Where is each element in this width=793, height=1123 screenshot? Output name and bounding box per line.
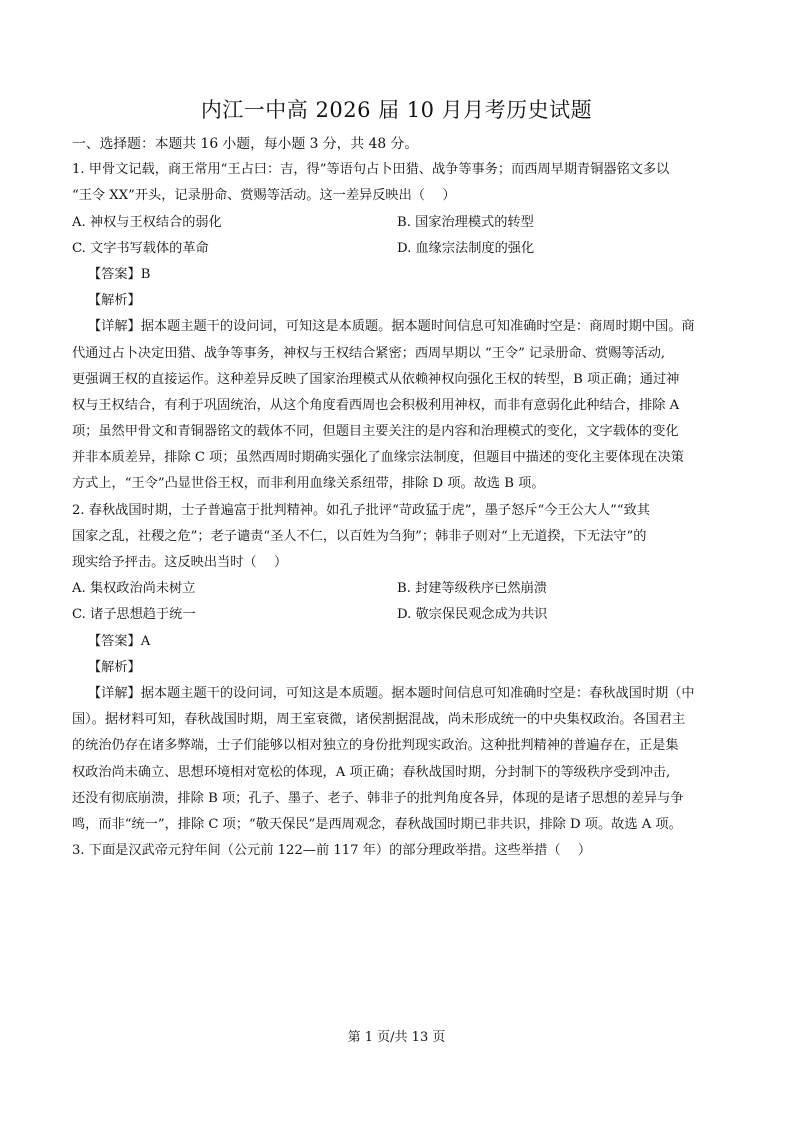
q1-detail-line-6: 并非本质差异，排除 C 项；虽然西周时期确实强化了血缘宗法制度，但题目中描述的变化主要体现在决策 xyxy=(72,450,684,466)
q1-detail-line-4: 权与王权结合，有利于巩固统治，从这个角度看西周也会积极利用神权，而非有意弱化此种结合，排除 A xyxy=(72,397,680,413)
q1-answer: 【答案】B xyxy=(88,266,151,282)
page-footer: 第 1 页/共 13 页 xyxy=(347,1030,446,1045)
q1-detail-line-5: 项；虽然甲骨文和青铜器铭文的载体不同，但题目主要关注的是内容和治理模式的变化，文字载体的变化 xyxy=(72,424,679,440)
q2-stem-line-2: 国家之乱，社稷之危”；老子谴责“圣人不仁，以百姓为刍狗”；韩非子则对“上无道揆，下无法守”的 xyxy=(72,528,647,544)
q1-option-d: D. 血缘宗法制度的强化 xyxy=(397,240,535,256)
q1-detail-line-2: 代通过占卜决定田猎、战争等事务，神权与王权结合紧密；西周早期以 “王令” 记录册命、赏赐等活动, xyxy=(72,345,666,361)
q1-option-a: A. 神权与王权结合的弱化 xyxy=(72,214,222,230)
exam-title: 内江一中高 2026 届 10 月月考历史试题 xyxy=(200,98,593,122)
q2-detail-line-5: 还没有彻底崩溃，排除 B 项；孔子、墨子、老子、韩非子的批判角度各异，体现的是诸子思想的差异与争 xyxy=(72,790,684,806)
q1-option-b: B. 国家治理模式的转型 xyxy=(397,214,534,230)
q2-options-row-2 xyxy=(72,602,726,628)
q2-analysis-label: 【解析】 xyxy=(88,659,141,675)
q2-option-c: C. 诸子思想趋于统一 xyxy=(72,607,196,623)
q2-detail-line-2: 国）。据材料可知，春秋战国时期，周王室衰微，诸侯割据混战，尚未形成统一的中央集权政治。各国君主 xyxy=(72,712,686,728)
q1-analysis-label: 【解析】 xyxy=(88,293,141,309)
q2-detail-line-3: 的统治仍存在诸多弊端，士子们能够以相对独立的身份批判现实政治。这种批判精神的普遍存在，正是集 xyxy=(72,738,679,754)
q1-stem-line-2: “王令 XX”开头，记录册命、赏赐等活动。这一差异反映出（ ） xyxy=(72,188,456,204)
q1-detail-line-7: 方式上，“王令”凸显世俗王权，而非利用血缘关系纽带，排除 D 项。故选 B 项。 xyxy=(72,476,545,492)
q1-options-row-1 xyxy=(72,210,726,236)
q2-answer: 【答案】A xyxy=(88,633,151,649)
q2-detail-line-6: 鸣，而非“统一”，排除 C 项；“敬天保民”是西周观念，春秋战国时期已非共识，排除 D 项。故选 A 项。 xyxy=(72,816,682,832)
exam-content xyxy=(72,131,726,864)
q2-detail-line-1: 【详解】据本题主题干的设问词，可知这是本质题。据本题时间信息可知准确时空是：春秋战国时期（中 xyxy=(88,685,695,701)
q1-options-row-2 xyxy=(72,236,726,262)
q2-option-a: A. 集权政治尚未树立 xyxy=(72,581,196,597)
q2-stem-line-1: 2. 春秋战国时期，士子普遍富于批判精神。如孔子批评“苛政猛于虎”，墨子怒斥“今王公大人”“致其 xyxy=(72,502,650,518)
q2-stem-line-3: 现实给予抨击。这反映出当时（ ） xyxy=(72,555,288,570)
q1-detail-line-3: 更强调王权的直接运作。这种差异反映了国家治理模式从依赖神权向强化王权的转型，B 项正确；通过神 xyxy=(72,371,680,387)
q2-option-d: D. 敬宗保民观念成为共识 xyxy=(397,607,548,623)
q2-options-row-1 xyxy=(72,576,726,602)
q1-stem-line-1: 1. 甲骨文记载，商王常用“王占曰：吉，得”等语句占卜田猎、战争等事务；而西周早期青铜器铭文多以 xyxy=(72,162,670,178)
section-heading: 一、选择题：本题共 16 小题，每小题 3 分，共 48 分。 xyxy=(72,136,419,152)
q1-detail-line-1: 【详解】据本题主题干的设问词，可知这是本质题。据本题时间信息可知准确时空是：商周时期中国。商 xyxy=(88,319,695,335)
q2-option-b: B. 封建等级秩序已然崩溃 xyxy=(397,581,547,597)
q3-stem: 3. 下面是汉武帝元狩年间（公元前 122—前 117 年）的部分理政举措。这些举措（ ） xyxy=(72,843,592,859)
q1-option-c: C. 文字书写载体的革命 xyxy=(72,240,209,256)
q2-detail-line-4: 权政治尚未确立、思想环境相对宽松的体现，A 项正确；春秋战国时期，分封制下的等级秩序受到冲击, xyxy=(72,764,671,780)
